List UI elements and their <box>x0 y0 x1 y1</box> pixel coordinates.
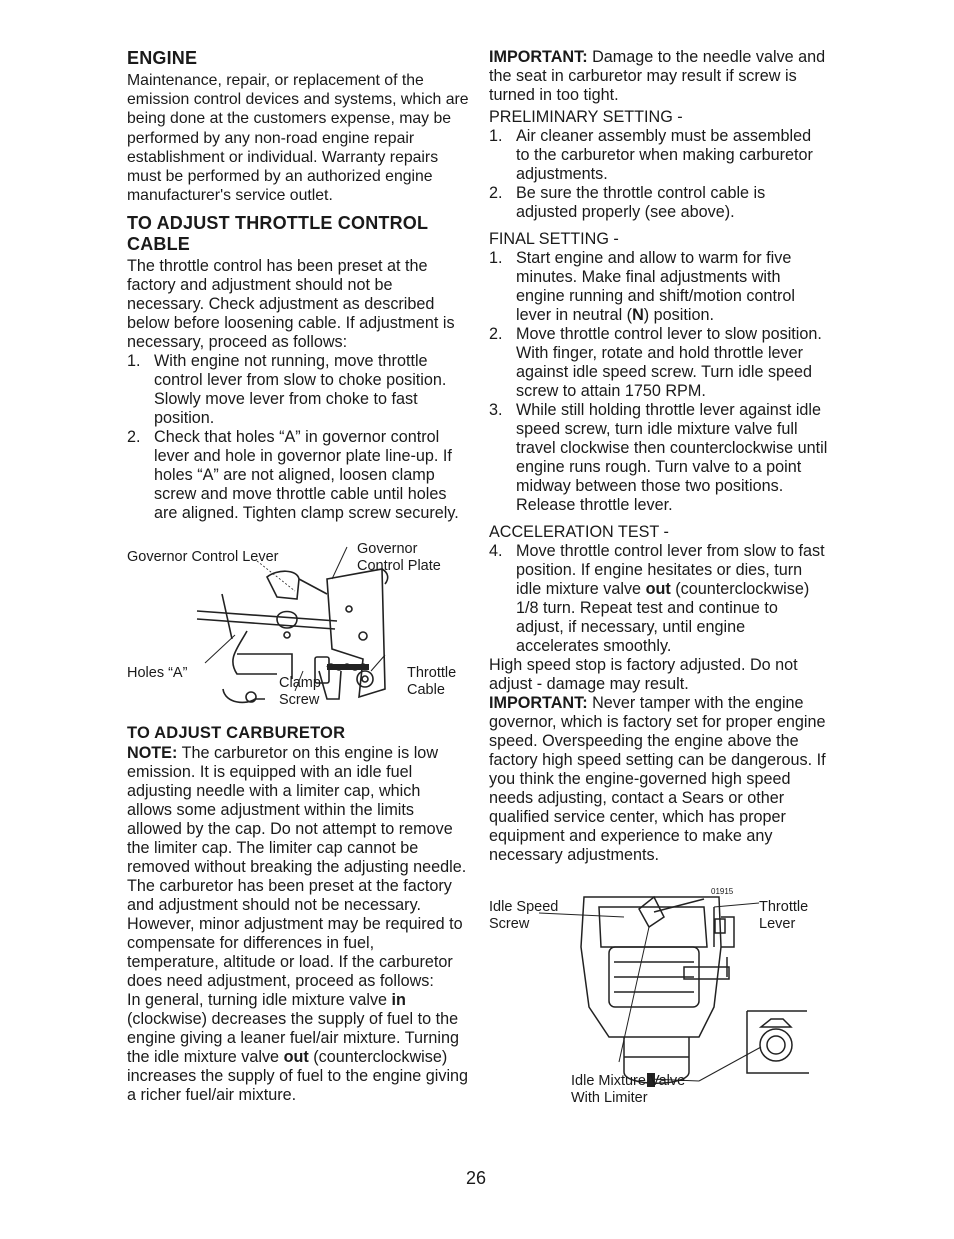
throttle-intro: The throttle control has been preset at the factory and adjustment should not be necessary. Check adjustment as described below before loosening cable. If adjustment is necessary, proceed as follows: <box>127 257 455 352</box>
governor-control-plate-label-1: Governor <box>357 541 418 558</box>
throttle-step: 2. Check that holes “A” in governor control lever and hole in governor plate line-up. If holes “A” are not aligned, loosen clamp screw and move throttle cable until holes are aligned. Tighten clamp screw securely. <box>127 428 459 523</box>
acceleration-steps <box>489 542 829 656</box>
important-note-1: IMPORTANT: Damage to the needle valve and the seat in carburetor may result if screw is turned in too tight. <box>489 48 826 104</box>
preliminary-step: 1. Air cleaner assembly must be assembled to the carburetor when making carburetor adjustments. <box>489 127 813 183</box>
governor-diagram <box>127 539 469 717</box>
carb-preset-paragraph: The carburetor has been preset at the factory and adjustment should not be necessary. However, minor adjustment may be required to compensate for differences in fuel, temperature, altitude or load. If the carburetor does need adjustment, proceed as follows: <box>127 877 463 991</box>
final-step: 2. Move throttle control lever to slow position. With finger, rotate and hold throttle lever against idle speed screw. Turn idle speed screw to attain 1750 RPM. <box>489 325 822 400</box>
throttle-cable-label-1: Throttle <box>407 665 457 682</box>
holes-a-label: Holes “A” <box>127 665 188 682</box>
engine-paragraph: Maintenance, repair, or replacement of the emission control devices and systems, which are being done at the customers expense, may be performed by any non-road engine repair establishment or individual. Warranty repairs must be performed by an authorized engine manufacturer's service outlet. <box>127 72 469 205</box>
throttle-steps <box>127 352 469 523</box>
final-step: 1. Start engine and allow to warm for five minutes. Make final adjustments with engine running and shift/motion control lever in neutral (N) position. <box>489 249 795 324</box>
page-number: 26 <box>466 1168 487 1188</box>
final-steps <box>489 249 829 515</box>
throttle-lever-label-2: Lever <box>759 916 796 932</box>
idle-speed-screw-label-1: Idle Speed <box>489 899 559 915</box>
preliminary-heading: PRELIMINARY SETTING - <box>489 108 683 126</box>
clamp-screw-label-1: Clamp <box>279 675 321 692</box>
idle-mixture-valve-label-2: With Limiter <box>571 1090 648 1106</box>
acceleration-step: 4. Move throttle control lever from slow to fast position. If engine hesitates or dies, turn idle mixture valve out (counterclockwise) 1/8 turn. Repeat test and continue to adjust, if necessary, until engine accelerates smoothly. <box>489 542 825 655</box>
preliminary-step: 2. Be sure the throttle control cable is adjusted properly (see above). <box>489 184 766 221</box>
right-column <box>489 48 829 1109</box>
high-speed-paragraph: High speed stop is factory adjusted. Do not adjust - damage may result. <box>489 656 798 693</box>
preliminary-steps <box>489 127 829 222</box>
governor-control-plate-label-2: Control Plate <box>357 558 441 575</box>
engine-heading: ENGINE <box>127 48 198 68</box>
throttle-cable-label-2: Cable <box>407 682 445 699</box>
final-heading: FINAL SETTING - <box>489 230 619 248</box>
clamp-screw-label-2: Screw <box>279 692 320 709</box>
carburetor-heading: TO ADJUST CARBURETOR <box>127 724 346 743</box>
final-step: 3. While still holding throttle lever against idle speed screw, turn idle mixture valve full travel clockwise then counterclockwise until engine runs rough. Turn valve to a point midway between those two positions. Release throttle lever. <box>489 401 828 514</box>
throttle-lever-label-1: Throttle <box>759 899 809 915</box>
figure-code: 01915 <box>711 887 734 896</box>
throttle-heading: TO ADJUST THROTTLE CONTROL CABLE <box>127 213 428 255</box>
idle-speed-screw-label-2: Screw <box>489 916 530 932</box>
important-note-2: IMPORTANT: Never tamper with the engine governor, which is factory set for proper engine speed. Overspeeding the engine above the factory high speed setting can be dangerous. If you think the engine-governed high speed needs adjusting, contact a Sears or other qualified service center, which has proper equipment and experience to make any necessary adjustments. <box>489 694 826 864</box>
governor-control-lever-label: Governor Control Lever <box>127 549 279 566</box>
general-paragraph: In general, turning idle mixture valve in (clockwise) decreases the supply of fuel to the engine giving a leaner fuel/air mixture. Turning the idle mixture valve out (counterclockwise) increases the supply of fuel to the engine giving a richer fuel/air mixture. <box>127 991 469 1105</box>
acceleration-heading: ACCELERATION TEST - <box>489 523 669 541</box>
carburetor-diagram <box>489 887 829 1109</box>
idle-mixture-valve-label-1: Idle Mixture Valve <box>571 1073 686 1089</box>
throttle-step: 1. With engine not running, move throttle control lever from slow to choke position. Slowly move lever from choke to fast position. <box>127 352 447 428</box>
left-column <box>127 48 469 1105</box>
note-paragraph: NOTE: The carburetor on this engine is low emission. It is equipped with an idle fuel adjusting needle with a limiter cap, which allows some adjustment within the limits allowed by the cap. Do not attempt to remove the limiter cap. The limiter cap cannot be removed without breaking the adjusting needle. <box>127 744 467 877</box>
